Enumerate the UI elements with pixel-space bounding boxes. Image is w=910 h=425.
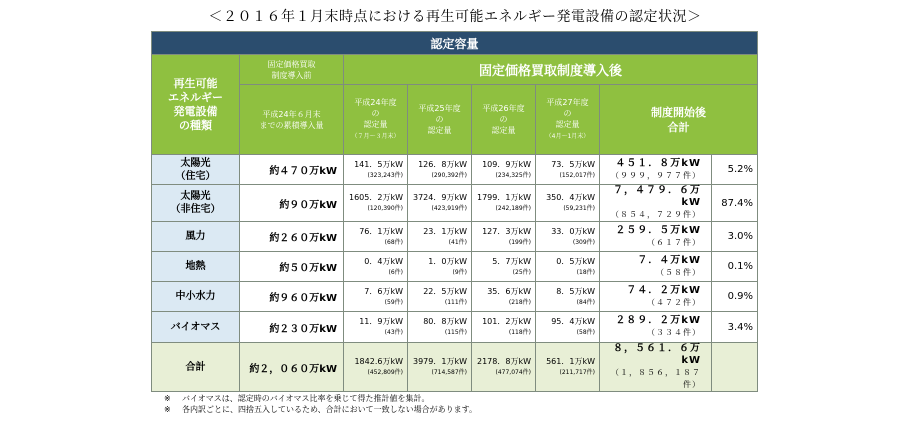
header-h25: 平成25年度 の 認定量 (408, 85, 472, 155)
h26-value: 5．7万kW (25件) (472, 252, 536, 282)
pre-fit-value: 約２６０万kW (240, 222, 344, 252)
total-value: ２８９．２万kW （３３４件） (600, 312, 712, 343)
pre-fit-value: 約２３０万kW (240, 312, 344, 343)
row-label: 太陽光 （非住宅） (152, 185, 240, 222)
total-value: ７４．２万kW （４７２件） (600, 282, 712, 312)
footnote: ※ 各内訳ごとに、四捨五入しているため、合計において一致しない場合があります。 (164, 405, 478, 414)
h26-value: 101．2万kW (118件) (472, 312, 536, 343)
h24-value: 141．5万kW (323,243件) (344, 155, 408, 185)
share-percent: 0.1% (712, 252, 758, 282)
h24-value: 11．9万kW (43件) (344, 312, 408, 343)
pre-fit-value: 約５０万kW (240, 252, 344, 282)
footnote: ※ バイオマスは、認定時のバイオマス比率を乗じて得た推計値を集計。 (164, 394, 430, 403)
h27-value: 8．5万kW (84件) (536, 282, 600, 312)
header-pre-fit: 固定価格買取 制度導入前 (240, 55, 344, 85)
share-percent: 5.2% (712, 155, 758, 185)
h27-value: 73．5万kW (152,017件) (536, 155, 600, 185)
header-h24: 平成24年度 の 認定量 （７月～３月末） (344, 85, 408, 155)
share-percent: 3.4% (712, 312, 758, 343)
row-label: 中小水力 (152, 282, 240, 312)
total-value: ２５９．５万kW （６１７件） (600, 222, 712, 252)
h24-value: 1605．2万kW (120,390件) (344, 185, 408, 222)
h26-total: 2178．8万kW (477,074件) (472, 343, 536, 392)
h27-value: 33．0万kW (309件) (536, 222, 600, 252)
total-value: ４５１．８万kW （９９９，９７７件） (600, 155, 712, 185)
h27-value: 95．4万kW (58件) (536, 312, 600, 343)
header-certified-capacity: 認定容量 (152, 32, 758, 55)
pre-fit-total: 約２，０６０万kW (240, 343, 344, 392)
table-row (152, 222, 758, 252)
total-value: ７，４７９．６万kW （８５４，７２９件） (600, 185, 712, 222)
h27-value: 0．5万kW (18件) (536, 252, 600, 282)
total-row (152, 343, 758, 392)
header-h26: 平成26年度 の 認定量 (472, 85, 536, 155)
h26-value: 127．3万kW (199件) (472, 222, 536, 252)
row-label: 太陽光 （住宅） (152, 155, 240, 185)
share-percent: 0.9% (712, 282, 758, 312)
share-percent: 87.4% (712, 185, 758, 222)
table-row (152, 282, 758, 312)
row-label: 風力 (152, 222, 240, 252)
pre-fit-value: 約４７０万kW (240, 155, 344, 185)
header-pre-cumulative: 平成24年６月末 までの累積導入量 (240, 85, 344, 155)
footnotes (164, 393, 477, 415)
h25-value: 80．8万kW (115件) (408, 312, 472, 343)
table-row (152, 252, 758, 282)
h25-value: 1．0万kW (9件) (408, 252, 472, 282)
h26-value: 1799．1万kW (242,189件) (472, 185, 536, 222)
grand-total: ８，５６１．６万kW （１，８５６，１８７件） (600, 343, 712, 392)
pre-fit-value: 約９６０万kW (240, 282, 344, 312)
h26-value: 109．9万kW (234,325件) (472, 155, 536, 185)
h24-total: 1842.6万kW (452,809件) (344, 343, 408, 392)
h25-value: 22．5万kW (111件) (408, 282, 472, 312)
row-label: 地熱 (152, 252, 240, 282)
header-post-fit: 固定価格買取制度導入後 (344, 55, 758, 85)
h26-value: 35．6万kW (218件) (472, 282, 536, 312)
total-share-empty (712, 343, 758, 392)
header-total: 制度開始後 合計 (600, 85, 758, 155)
header-h27: 平成27年度 の 認定量 （4月～1月末） (536, 85, 600, 155)
table-row (152, 312, 758, 343)
table-row (152, 155, 758, 185)
h25-value: 23．1万kW (41件) (408, 222, 472, 252)
share-percent: 3.0% (712, 222, 758, 252)
total-row-label: 合計 (152, 343, 240, 392)
h24-value: 7．6万kW (59件) (344, 282, 408, 312)
h25-value: 3724．9万kW (423,919件) (408, 185, 472, 222)
row-label: バイオマス (152, 312, 240, 343)
h24-value: 0．4万kW (6件) (344, 252, 408, 282)
total-value: ７．４万kW （５８件） (600, 252, 712, 282)
header-category: 再生可能 エネルギー 発電設備 の種類 (152, 55, 240, 155)
table-row (152, 185, 758, 222)
h24-value: 76．1万kW (68件) (344, 222, 408, 252)
h25-value: 126．8万kW (290,392件) (408, 155, 472, 185)
pre-fit-value: 約９０万kW (240, 185, 344, 222)
h27-value: 350．4万kW (59,231件) (536, 185, 600, 222)
certification-table (151, 31, 758, 392)
page-title: ＜２０１６年１月末時点における再生可能エネルギー発電設備の認定状況＞ (208, 9, 702, 25)
h25-total: 3979．1万kW (714,587件) (408, 343, 472, 392)
h27-total: 561．1万kW (211,717件) (536, 343, 600, 392)
